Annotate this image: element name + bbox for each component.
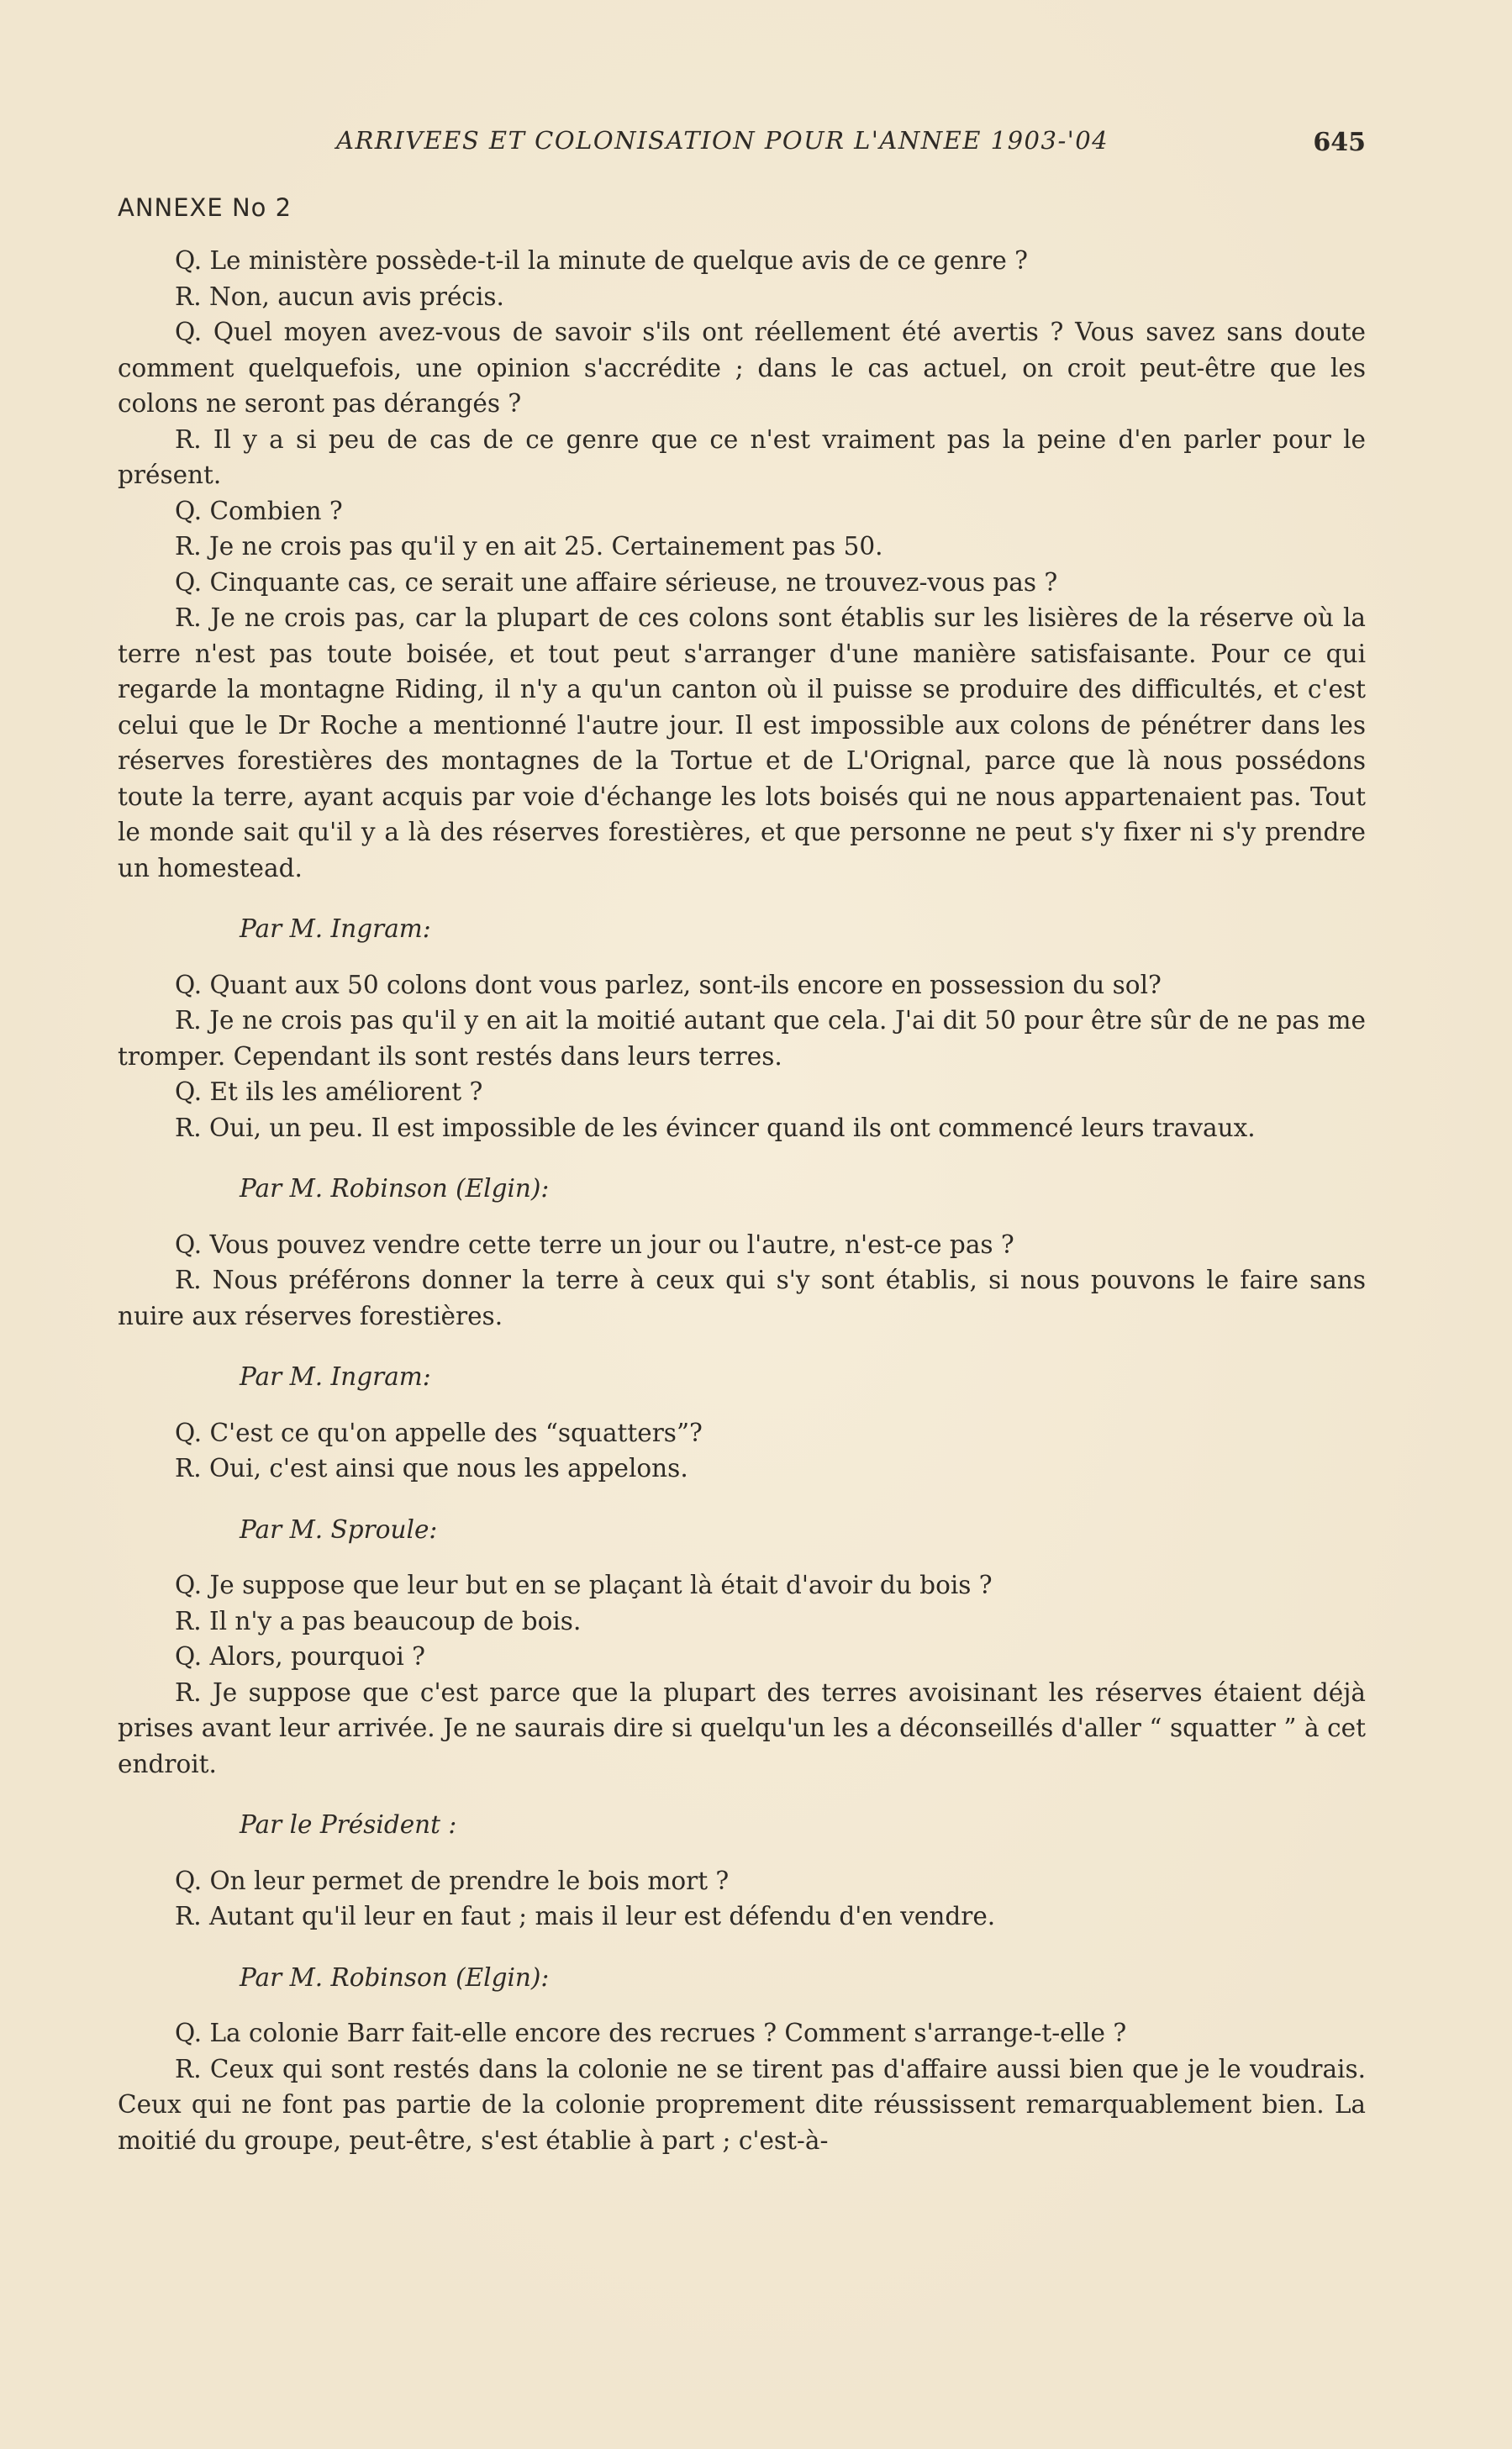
question: Q. Quel moyen avez-vous de savoir s'ils ont réellement été avertis ? Vous savez sans doute comment quelquefois, une opinion s'accrédite ; dans le cas actuel, on croit peut-être que les colons ne seront pas dérangés ? [118,318,1366,418]
answer: R. Il y a si peu de cas de ce genre que ce n'est vraiment pas la peine d'en parler pour le présent. [118,424,1366,489]
document-body [118,243,1366,2158]
answer: R. Je ne crois pas, car la plupart de ces colons sont établis sur les lisières de la réserve où la terre n'est pas toute boisée, et tout peut s'arranger d'une manière satisfaisante. Pour ce qui regarde la montagne Riding, il n'y a qu'un canton où il puisse se produire des difficultés, et c'est celui que le Dr Roche a mentionné l'autre jour. Il est impossible aux colons de pénétrer dans les réserves forestières des montagnes de la Tortue et de L'Orignal, parce que là nous possédons toute la terre, ayant acquis par voie d'échange les lots boisés qui ne nous appartenaient pas. Tout le monde sait qu'il y a là des réserves forestières, et que personne ne peut s'y fixer ni s'y prendre un homestead. [118,603,1366,882]
speaker-heading: Par M. Sproule: [240,1514,438,1544]
annex-label: ANNEXE No 2 [118,193,292,222]
answer: R. Je suppose que c'est parce que la plupart des terres avoisinant les réserves étaient déjà prises avant leur arrivée. Je ne saurais dire si quelqu'un les a déconseillés d'aller “ squatter ” à cet endroit. [118,1677,1366,1778]
question: Q. On leur permet de prendre le bois mort ? [175,1866,730,1895]
answer: R. Oui, c'est ainsi que nous les appelons. [175,1454,688,1483]
speaker-heading: Par M. Ingram: [240,1362,431,1391]
question: Q. Alors, pourquoi ? [175,1642,425,1671]
answer: R. Je ne crois pas qu'il y en ait la moitié autant que cela. J'ai dit 50 pour être sûr de ne pas me tromper. Cependant ils sont restés dans leurs terres. [118,1006,1366,1071]
question: Q. Et ils les améliorent ? [175,1077,483,1106]
question: Q. La colonie Barr fait-elle encore des recrues ? Comment s'arrange-t-elle ? [175,2019,1127,2047]
question: Q. Vous pouvez vendre cette terre un jour ou l'autre, n'est-ce pas ? [175,1230,1014,1259]
answer: R. Il n'y a pas beaucoup de bois. [175,1606,582,1635]
speaker-heading: Par M. Robinson (Elgin): [240,1174,550,1203]
answer: R. Non, aucun avis précis. [175,282,504,311]
page-number: 645 [1313,128,1366,157]
running-head: ARRIVEES ET COLONISATION POUR L'ANNEE 1903-'04 [336,126,1109,155]
page-header [118,126,1366,168]
question: Q. Combien ? [175,496,343,525]
question: Q. Le ministère possède-t-il la minute de quelque avis de ce genre ? [175,246,1028,275]
question: Q. Quant aux 50 colons dont vous parlez, sont-ils encore en possession du sol? [175,970,1162,999]
answer: R. Je ne crois pas qu'il y en ait 25. Certainement pas 50. [175,532,883,561]
answer: R. Nous préférons donner la terre à ceux qui s'y sont établis, si nous pouvons le faire sans nuire aux réserves forestières. [118,1266,1366,1330]
answer: R. Autant qu'il leur en faut ; mais il leur est défendu d'en vendre. [175,1902,996,1930]
speaker-heading: Par M. Ingram: [240,914,431,943]
answer: R. Ceux qui sont restés dans la colonie ne se tirent pas d'affaire aussi bien que je le voudrais. Ceux qui ne font pas partie de la colonie proprement dite réussissent remarquablement bien. La moitié du groupe, peut-être, s'est établie à part ; c'est-à- [118,2054,1366,2155]
question: Q. Je suppose que leur but en se plaçant là était d'avoir du bois ? [175,1571,993,1599]
question: Q. C'est ce qu'on appelle des “squatters”? [175,1418,703,1447]
answer: R. Oui, un peu. Il est impossible de les évincer quand ils ont commencé leurs travaux. [175,1113,1256,1142]
question: Q. Cinquante cas, ce serait une affaire sérieuse, ne trouvez-vous pas ? [175,567,1058,597]
speaker-heading: Par le Président : [240,1810,457,1839]
speaker-heading: Par M. Robinson (Elgin): [240,1962,550,1992]
